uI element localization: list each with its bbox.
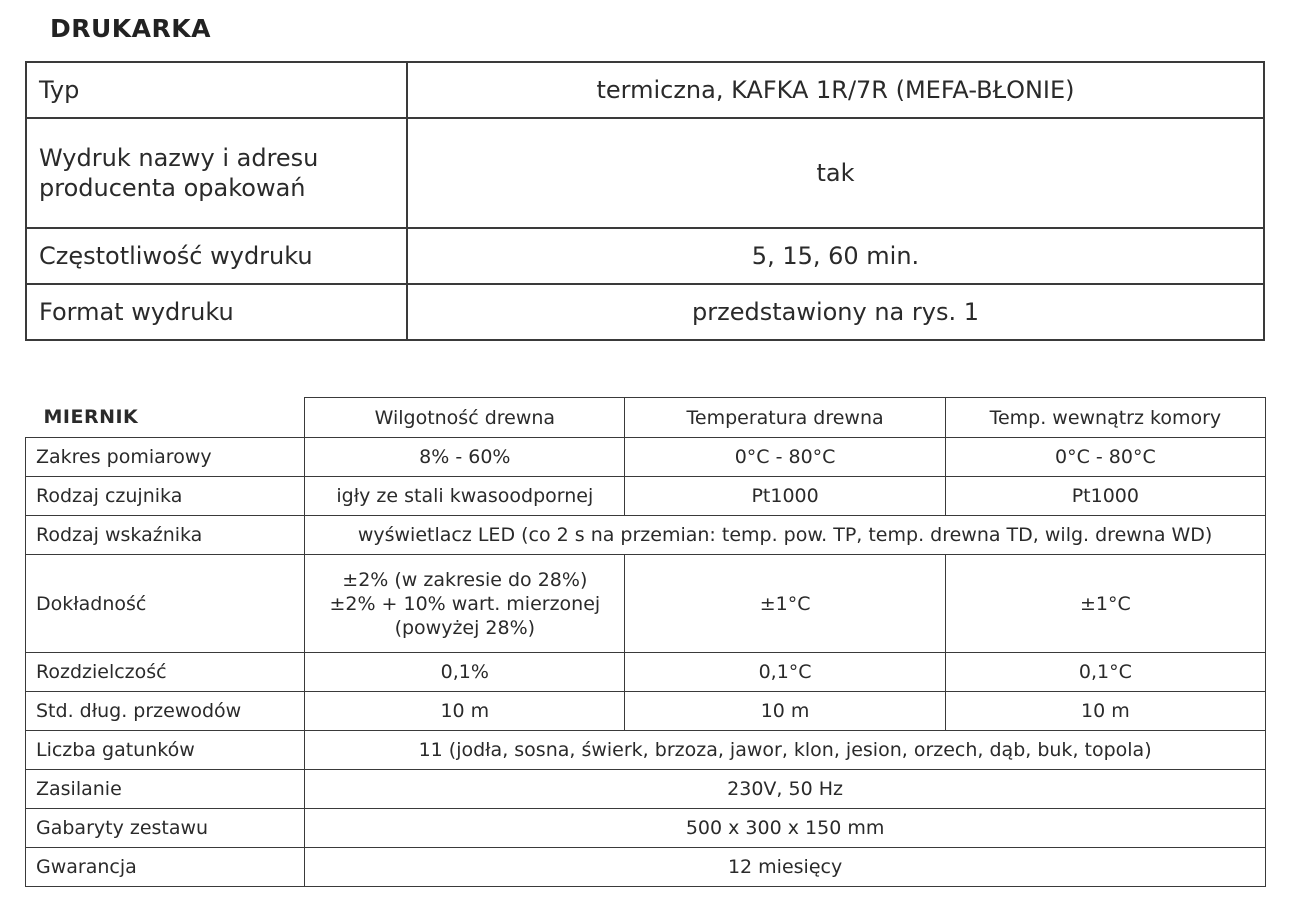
row-label: Zasilanie [26,770,305,809]
column-header: Temp. wewnątrz komory [945,398,1265,438]
cell-line: ±2% + 10% wart. mierzonej [329,592,601,615]
cell-multiline [305,555,625,653]
table-row [26,809,1266,848]
cell-line: ±2% (w zakresie do 28%) [342,568,588,591]
row-label: Zakres pomiarowy [26,438,305,477]
cell: 0°C - 80°C [625,438,945,477]
cell-span: 12 miesięcy [305,848,1266,887]
table-row [26,731,1266,770]
row-value: termiczna, KAFKA 1R/7R (MEFA-BŁONIE) [407,62,1264,118]
cell-span: wyświetlacz LED (co 2 s na przemian: temp. pow. TP, temp. drewna TD, wilg. drewna WD) [305,516,1266,555]
row-label: Gabaryty zestawu [26,809,305,848]
column-header: Wilgotność drewna [305,398,625,438]
column-header: Temperatura drewna [625,398,945,438]
row-label: Gwarancja [26,848,305,887]
table-row [26,228,1264,284]
cell-span: 500 x 300 x 150 mm [305,809,1266,848]
cell: ±1°C [945,555,1265,653]
row-label: Dokładność [26,555,305,653]
table-row [26,118,1264,228]
cell-span: 11 (jodła, sosna, świerk, brzoza, jawor, klon, jesion, orzech, dąb, buk, topola) [305,731,1266,770]
table-row [26,62,1264,118]
row-value: 5, 15, 60 min. [407,228,1264,284]
drukarka-table [25,61,1265,341]
cell: 0,1% [305,653,625,692]
drukarka-title: DRUKARKA [50,14,211,43]
cell: 0,1°C [945,653,1265,692]
table-row [26,438,1266,477]
table-row [26,555,1266,653]
row-label: Rozdzielczość [26,653,305,692]
row-label: Typ [26,62,407,118]
cell: 8% - 60% [305,438,625,477]
row-label: Częstotliwość wydruku [26,228,407,284]
table-row [26,284,1264,340]
row-label: Rodzaj czujnika [26,477,305,516]
row-label: Std. dług. przewodów [26,692,305,731]
miernik-table [25,397,1266,887]
table-header-row [26,398,1266,438]
miernik-title: MIERNIK [26,398,305,438]
table-row [26,692,1266,731]
cell: Pt1000 [625,477,945,516]
cell-line: (powyżej 28%) [394,616,536,639]
cell: 10 m [625,692,945,731]
table-row [26,770,1266,809]
row-label: Wydruk nazwy i adresu producenta opakowań [26,118,407,228]
row-value: przedstawiony na rys. 1 [407,284,1264,340]
cell: 10 m [945,692,1265,731]
cell: igły ze stali kwasoodpornej [305,477,625,516]
row-label: Liczba gatunków [26,731,305,770]
table-row [26,653,1266,692]
row-value: tak [407,118,1264,228]
cell: 0,1°C [625,653,945,692]
cell: 0°C - 80°C [945,438,1265,477]
table-row [26,516,1266,555]
cell: 10 m [305,692,625,731]
table-row [26,477,1266,516]
row-label: Format wydruku [26,284,407,340]
row-label: Rodzaj wskaźnika [26,516,305,555]
table-row [26,848,1266,887]
cell: Pt1000 [945,477,1265,516]
cell: ±1°C [625,555,945,653]
cell-span: 230V, 50 Hz [305,770,1266,809]
